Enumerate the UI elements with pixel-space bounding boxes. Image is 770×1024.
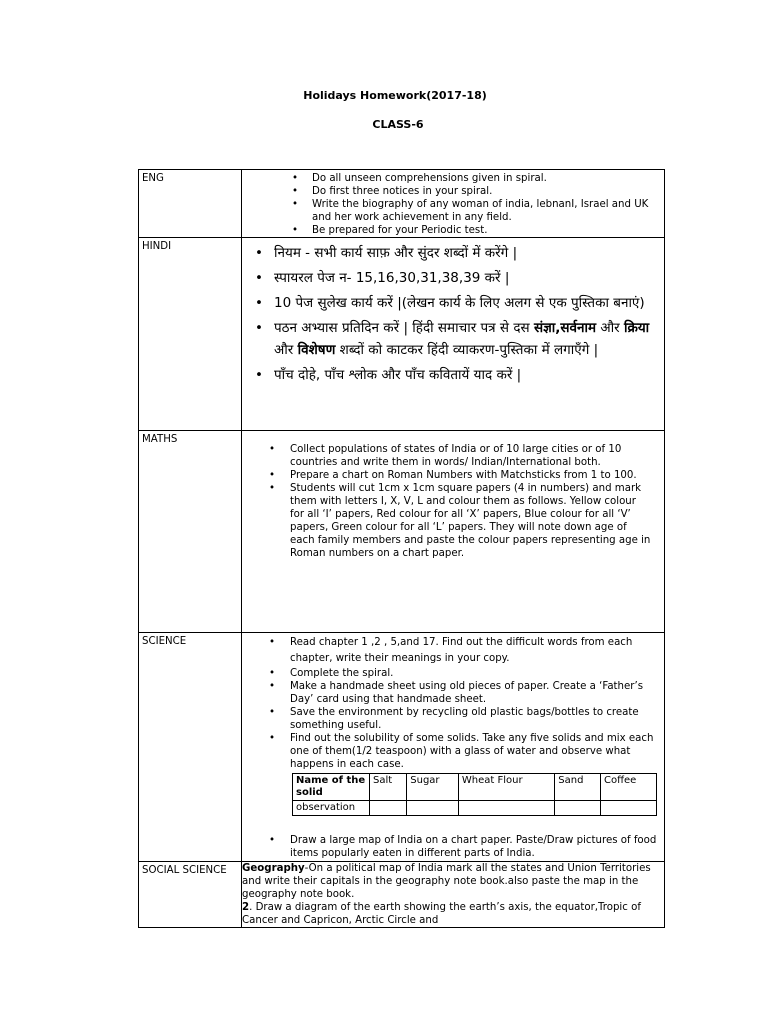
table-row <box>293 801 657 816</box>
table-cell <box>407 801 459 816</box>
geography-paragraph: Geography-On a political map of India mark all the states and Union Territories and write their capitals in the geography note book.also paste the map in the geography note book. <box>242 863 651 900</box>
table-cell: Sugar <box>407 774 459 801</box>
list-item: • 10 पेज सुलेख कार्य करें |(लेखन कार्य के लिए अलग से एक पुस्तिका बनाएं) <box>274 292 660 314</box>
list-item: • Find out the solubility of some solids. Take any five solids and mix each one of them(1/2 teaspoon) with a glass of water and observe what happens in each case. <box>290 732 660 771</box>
row-social-science <box>139 862 665 928</box>
subject-hindi: HINDI <box>139 238 242 431</box>
list-item: • Collect populations of states of India or of 10 large cities or of 10 countries and write them in words/ Indian/International both. <box>290 443 652 469</box>
table-cell: Sand <box>555 774 601 801</box>
bold-term: संज्ञा,सर्वनाम <box>533 320 597 336</box>
hindi-content <box>242 238 665 431</box>
document-title: Holidays Homework(2017-18) <box>303 89 487 102</box>
subject-social-science: SOCIAL SCIENCE <box>139 862 242 928</box>
geography-label: Geography <box>242 863 305 874</box>
class-heading: CLASS-6 <box>372 118 424 131</box>
row-science <box>139 633 665 862</box>
table-cell: Salt <box>370 774 407 801</box>
list-item: • Do first three notices in your spiral. <box>312 185 660 198</box>
subject-science: SCIENCE <box>139 633 242 862</box>
subject-eng: ENG <box>139 170 242 238</box>
table-cell: observation <box>293 801 370 816</box>
list-item: • Save the environment by recycling old plastic bags/bottles to create something useful. <box>290 706 660 732</box>
table-cell: Wheat Flour <box>458 774 554 801</box>
list-item: • स्पायरल पेज न- 15,16,30,31,38,39 करें | <box>274 267 660 289</box>
list-item: • Students will cut 1cm x 1cm square papers (4 in numbers) and mark them with letters I, X, V, L and colour them as follows. Yellow colour for all ‘I’ papers, Red colour for all ‘X’ papers, Blue colour for all ‘V’ papers, Green colour for all ‘L’ papers. They will note down age of each family members and paste the colour papers representing age in Roman numbers on a chart paper. <box>290 482 652 560</box>
list-item: • Read chapter 1 ,2 , 5,and 17. Find out the difficult words from each chapter, write their meanings in your copy. <box>290 635 660 667</box>
maths-content <box>242 431 665 633</box>
list-item: • Be prepared for your Periodic test. <box>312 224 660 237</box>
list-item: • Write the biography of any woman of india, lebnanI, Israel and UK and her work achievement in any field. <box>312 198 660 224</box>
subject-maths: MATHS <box>139 431 242 633</box>
social-item-2: 2. Draw a diagram of the earth showing the earth’s axis, the equator,Tropic of Cancer and Capricon, Arctic Circle and <box>242 902 726 926</box>
eng-content <box>242 170 665 238</box>
list-item: • नियम - सभी कार्य साफ़ और सुंदर शब्दों में करेंगे | <box>274 242 660 264</box>
list-item: • Make a handmade sheet using old pieces of paper. Create a ‘Father’s Day’ card using that handmade sheet. <box>290 680 660 706</box>
table-cell <box>601 801 657 816</box>
social-content <box>242 862 726 928</box>
solubility-table <box>292 773 657 816</box>
science-content <box>242 633 665 862</box>
list-item: • Do all unseen comprehensions given in spiral. <box>312 172 660 185</box>
list-item: • Draw a large map of India on a chart paper. Paste/Draw pictures of food items popularly eaten in different parts of India. <box>290 834 660 860</box>
table-cell: Name of the solid <box>293 774 370 801</box>
list-item: • Complete the spiral. <box>290 667 660 680</box>
bold-term: क्रिया <box>623 320 650 336</box>
list-item: • Prepare a chart on Roman Numbers with Matchsticks from 1 to 100. <box>290 469 652 482</box>
list-item: • पाँच दोहे, पाँच श्लोक और पाँच कवितायें याद करें | <box>274 364 660 386</box>
table-row <box>293 774 657 801</box>
bold-term: विशेषण <box>297 342 336 358</box>
table-cell <box>555 801 601 816</box>
list-item: • पठन अभ्यास प्रतिदिन करें | हिंदी समाचार पत्र से दस संज्ञा,सर्वनाम और क्रिया और विशेषण शब्दों को काटकर हिंदी व्याकरण-पुस्तिका में लगाएँगे | <box>274 317 660 361</box>
row-maths <box>139 431 665 633</box>
row-eng <box>139 170 665 238</box>
table-cell <box>370 801 407 816</box>
row-hindi <box>139 238 665 431</box>
table-cell <box>458 801 554 816</box>
table-cell: Coffee <box>601 774 657 801</box>
homework-table <box>138 169 726 928</box>
